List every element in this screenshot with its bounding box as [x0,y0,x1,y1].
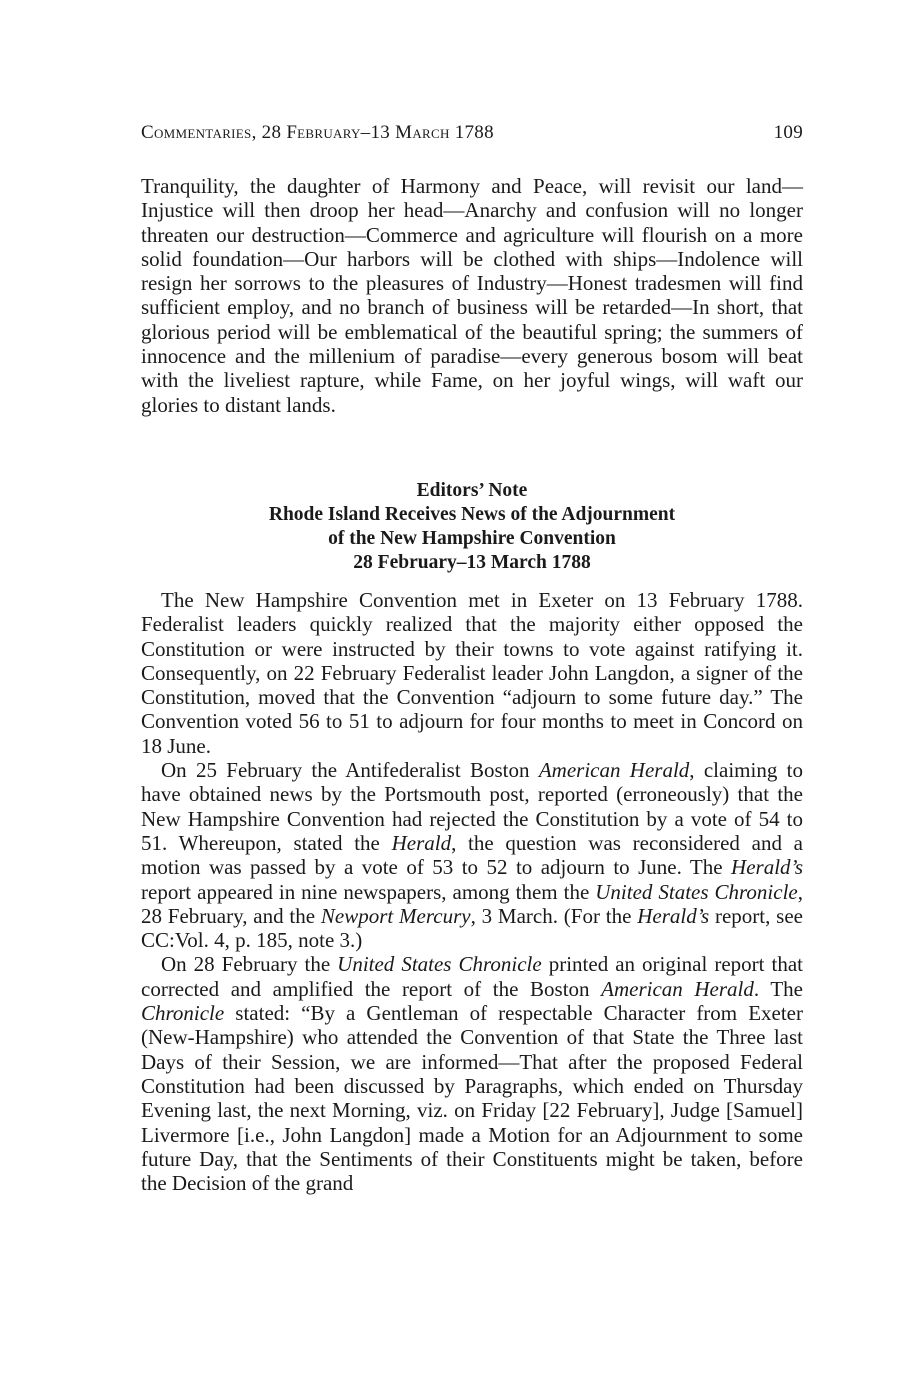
newspaper-title: American Herald [538,758,690,783]
newspaper-title: American Herald [601,976,754,1001]
newspaper-title: United States Chronicle [337,952,542,977]
newspaper-title: Herald’s [731,855,803,880]
editors-note-label: Editors’ Note [416,480,528,501]
newspaper-title: United States Chronicle [595,879,798,904]
body-paragraph-1: The New Hampshire Convention met in Exeter on 13 February 1788. Federalist leaders quickly realized that the majority either opposed the Constitution or were instructed by their towns to vote against ratifying it. Consequently, on 22 February Federalist leader John Langdon, a signer of the Constitution, moved that the Convention “adjourn to some future day.” The Convention voted 56 to 51 to adjourn for four months to meet in Concord on 18 June. [141,588,803,758]
editors-note-heading [141,479,803,575]
body-paragraph-3: On 28 February the United States Chronicle printed an original report that corrected and amplified the report of the Boston American Herald. The Chronicle stated: “By a Gentleman of respectable Character from Exeter (New-Hampshire) who attended the Convention of that State the Three last Days of their Session, we are informed—That after the proposed Federal Constitution had been discussed by Paragraphs, which ended on Thursday Evening last, the next Morning, viz. on Friday [22 February], Judge [Samuel] Livermore [i.e., John Langdon] made a Motion for an Adjournment to some future Day, that the Sentiments of their Constituents might be taken, before the Decision of the grand [141,952,803,1196]
editors-note-dates: 28 February–13 March 1788 [353,552,591,573]
editors-note-title-line2: of the New Hampshire Convention [328,528,616,549]
opening-text [141,174,803,417]
body-paragraph-2: On 25 February the Antifederalist Boston American Herald, claiming to have obtained news by the Portsmouth post, reported (erroneously) that the New Hampshire Convention had rejected the Constitution by a vote of 54 to 51. Whereupon, stated the Herald, the question was reconsidered and a motion was passed by a vote of 53 to 52 to adjourn to June. The Herald’s report appeared in nine newspapers, among them the United States Chronicle, 28 February, and the Newport Mercury, 3 March. (For the Herald’s report, see CC:Vol. 4, p. 185, note 3.) [141,758,803,953]
newspaper-title: Herald’s [637,903,710,928]
editors-note-title-line1: Rhode Island Receives News of the Adjournment [268,504,676,525]
running-head [141,122,803,144]
page-number: 109 [773,122,803,143]
opening-paragraph: Tranquility, the daughter of Harmony and Peace, will revisit our land—Injustice will then droop her head—Anarchy and confusion will no longer threaten our destruction—Commerce and agriculture will flourish on a more solid foundation—Our harbors will be clothed with ships—Indolence will resign her sorrows to the pleasures of Industry—Honest tradesmen will find sufficient employ, and no branch of business will be retarded—In short, that glorious period will be emblematical of the beautiful spring; the summers of innocence and the millenium of paradise—every generous bosom will beat with the liveliest rapture, while Fame, on her joyful wings, will waft our glories to distant lands. [141,174,803,417]
newspaper-title: Chronicle [141,1001,225,1026]
newspaper-title: Newport Mercury [320,903,471,928]
editors-note-body [141,588,803,1195]
newspaper-title: Herald [391,830,452,855]
running-title: Commentaries, 28 February–13 March 1788 [141,122,494,143]
